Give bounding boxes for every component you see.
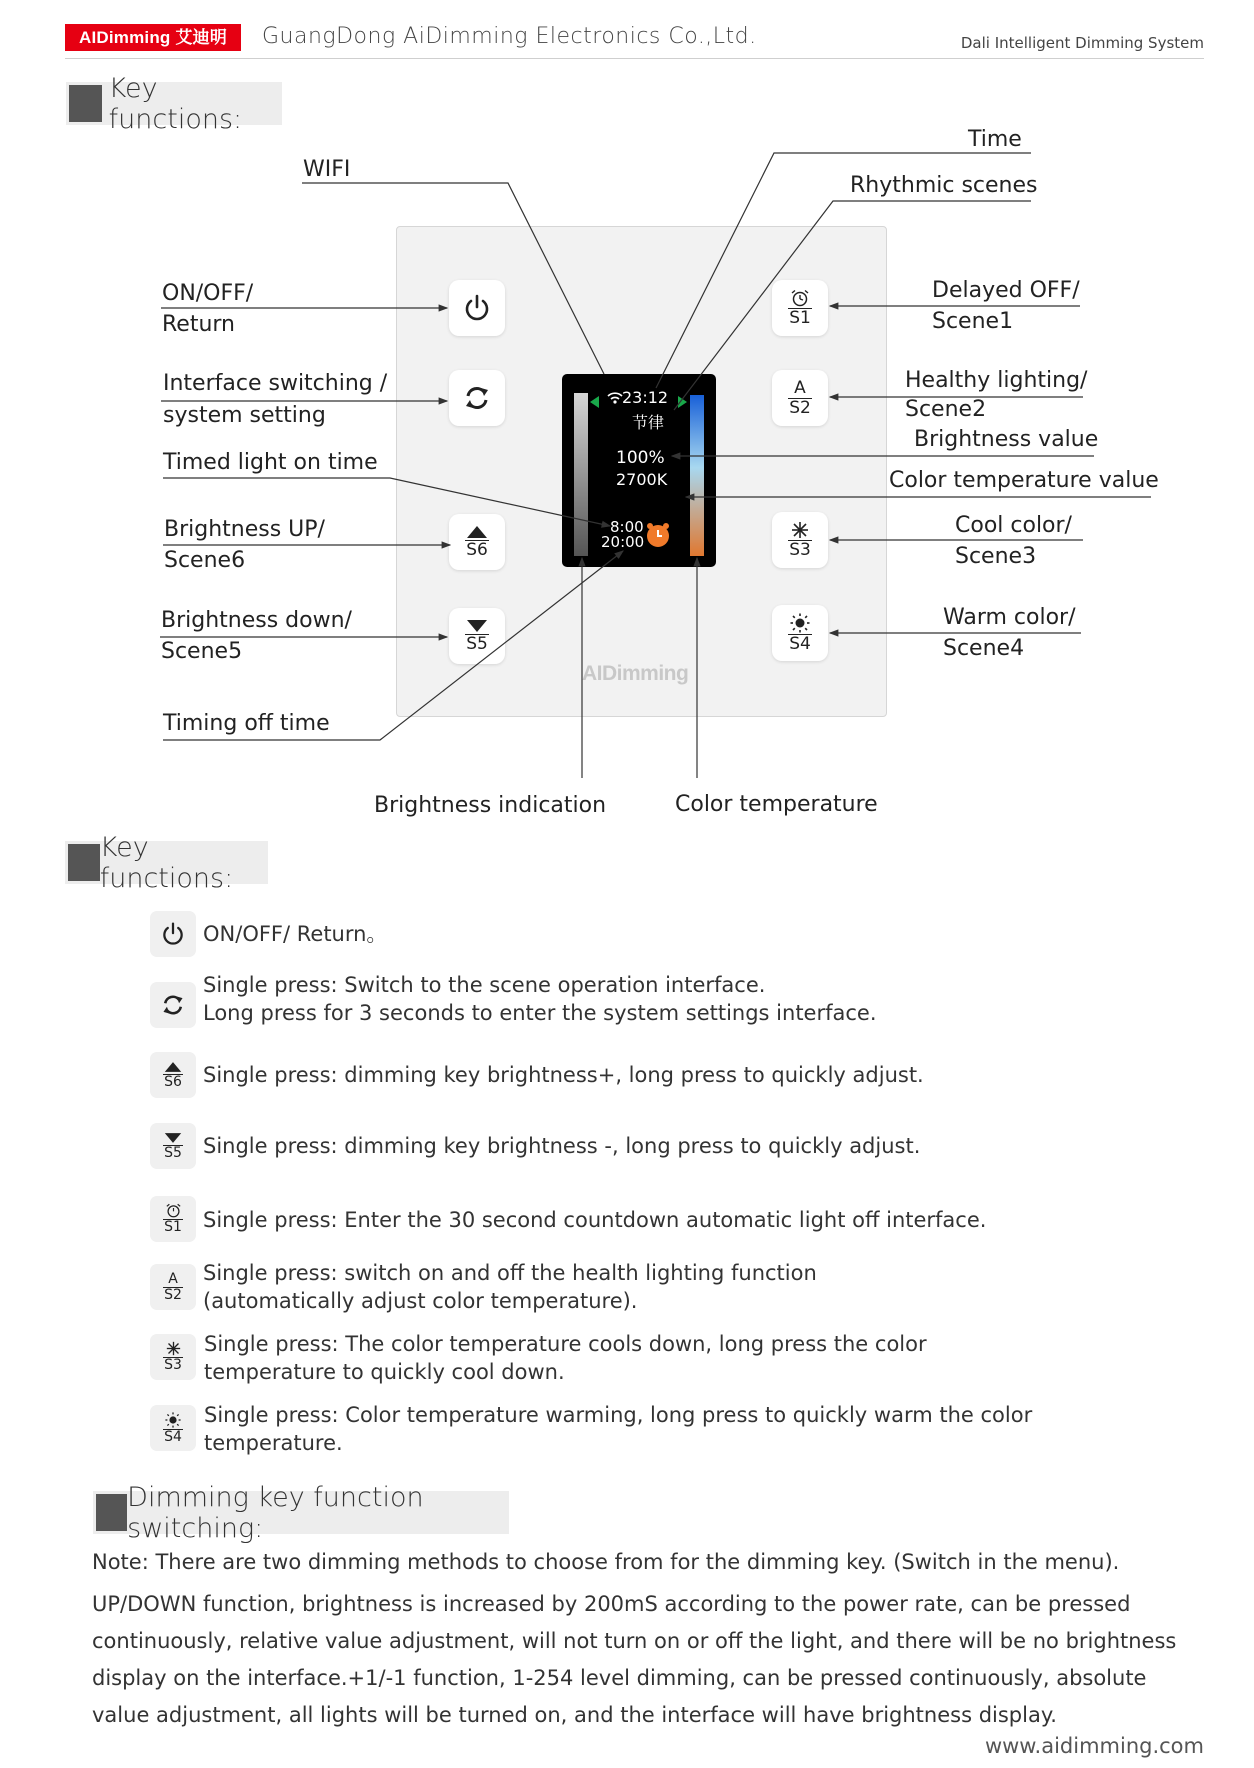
key-label: S3 <box>164 1357 182 1373</box>
section-marker <box>96 1494 127 1531</box>
label-brightness-down-1: Brightness down/ <box>161 608 352 633</box>
right-arrow-icon <box>678 396 687 408</box>
function-desc: Single press: Color temperature warming, long press to quickly warm the color <box>204 1403 1033 1427</box>
section-marker <box>68 844 100 881</box>
interface-switch-key[interactable] <box>449 370 505 426</box>
power-icon <box>462 293 492 323</box>
screen-cct: 2700K <box>616 470 668 489</box>
list-icon-s5 <box>150 1123 196 1169</box>
label-interface-1: Interface switching / <box>163 371 388 396</box>
key-label-s1: S1 <box>789 308 811 328</box>
label-delayed-off-2: Scene1 <box>932 309 1014 334</box>
section-marker <box>69 85 102 122</box>
section-heading-dimming-switching <box>93 1481 509 1544</box>
label-healthy-1: Healthy lighting/ <box>905 368 1088 393</box>
key-label-s6: S6 <box>466 540 488 560</box>
function-desc-line2: temperature. <box>204 1431 343 1455</box>
section-title: Key functions: <box>108 72 243 135</box>
screen-scene: 节律 <box>632 413 665 432</box>
function-desc: ON/OFF/ Return。 <box>203 922 388 946</box>
cool-color-key[interactable] <box>772 512 828 568</box>
refresh-icon <box>462 383 492 413</box>
paragraph-line: continuously, relative value adjustment, will not turn on or off the light, and there will be no brightness <box>92 1629 1177 1653</box>
function-desc-line2: Long press for 3 seconds to enter the system settings interface. <box>203 1001 877 1025</box>
label-delayed-off-1: Delayed OFF/ <box>932 278 1080 303</box>
label-color-temperature: Color temperature <box>675 792 878 817</box>
list-icon-s1 <box>150 1196 196 1242</box>
label-warm-color-1: Warm color/ <box>943 605 1076 630</box>
label-brightness-up-1: Brightness UP/ <box>164 517 325 542</box>
snowflake-icon <box>791 521 809 539</box>
screen-time: 23:12 <box>622 388 669 407</box>
label-rhythmic-scenes: Rhythmic scenes <box>850 173 1038 198</box>
function-desc: Single press: dimming key brightness -, long press to quickly adjust. <box>203 1134 921 1158</box>
label-brightness-up-2: Scene6 <box>164 548 246 573</box>
delayed-off-key[interactable] <box>772 280 828 336</box>
label-brightness-value: Brightness value <box>914 427 1099 452</box>
label-time: Time <box>968 127 1022 152</box>
sun-icon <box>165 1412 181 1428</box>
company-logo: AIDimming 艾迪明 <box>65 24 241 51</box>
section-title: Key functions: <box>99 831 234 894</box>
letter-a-icon: A <box>794 377 806 398</box>
document-subtitle: Dali Intelligent Dimming System <box>960 34 1204 52</box>
function-desc: Single press: The color temperature cools down, long press the color <box>204 1332 927 1356</box>
label-cool-color-2: Scene3 <box>955 544 1037 569</box>
paragraph-line: value adjustment, all lights will be turned on, and the interface will have brightness display. <box>92 1703 1057 1727</box>
label-cct-value: Color temperature value <box>889 468 1159 493</box>
alarm-clock-icon <box>165 1203 182 1218</box>
function-desc: Single press: switch on and off the health lighting function <box>203 1261 817 1285</box>
brightness-indication-bar <box>574 393 588 556</box>
list-icon-s2 <box>150 1264 196 1310</box>
brightness-up-key[interactable] <box>449 514 505 570</box>
screen-off-time: 20:00 <box>601 533 645 551</box>
key-label-s5: S5 <box>466 634 488 654</box>
label-brightness-down-2: Scene5 <box>161 639 243 664</box>
section-heading-key-functions-2 <box>65 831 268 894</box>
label-wifi: WIFI <box>303 157 351 182</box>
label-cool-color-1: Cool color/ <box>955 513 1072 538</box>
healthy-lighting-key[interactable] <box>772 370 828 426</box>
snowflake-icon <box>166 1341 181 1356</box>
list-icon-power <box>150 911 196 957</box>
key-label-s2: S2 <box>789 397 811 418</box>
triangle-down-icon <box>466 619 488 633</box>
paragraph-line: display on the interface.+1/-1 function, 1-254 level dimming, can be pressed continuously, absolute <box>92 1666 1147 1690</box>
key-label: S1 <box>164 1219 182 1235</box>
warm-color-key[interactable] <box>772 605 828 661</box>
label-brightness-indication: Brightness indication <box>374 793 607 818</box>
label-healthy-2: Scene2 <box>905 397 987 422</box>
refresh-icon <box>160 992 186 1018</box>
label-onoff-2: Return <box>162 312 236 337</box>
triangle-up-icon <box>466 525 488 539</box>
list-icon-s4 <box>150 1405 196 1451</box>
function-desc: Single press: Switch to the scene operation interface. <box>203 973 766 997</box>
note-text: Note: There are two dimming methods to choose from for the dimming key. (Switch in the menu). <box>92 1550 1120 1574</box>
power-icon <box>160 921 186 947</box>
alarm-clock-icon <box>646 522 670 548</box>
function-desc-line2: temperature to quickly cool down. <box>204 1360 565 1384</box>
color-temperature-bar <box>690 395 704 556</box>
function-desc-line2: (automatically adjust color temperature). <box>203 1289 638 1313</box>
power-key[interactable] <box>449 280 505 336</box>
alarm-clock-icon <box>790 289 810 307</box>
header-divider <box>65 58 1204 59</box>
paragraph-line: UP/DOWN function, brightness is increased by 200mS according to the power rate, can be pressed <box>92 1592 1131 1616</box>
key-label-s3: S3 <box>789 540 811 560</box>
key-label: S2 <box>164 1286 182 1303</box>
section-heading-key-functions <box>66 72 282 135</box>
company-name: GuangDong AiDimming Electronics Co.,Ltd. <box>262 24 757 49</box>
screen-brightness: 100% <box>616 448 665 468</box>
screen-on-time: 8:00 <box>610 518 644 536</box>
key-label: S6 <box>164 1073 182 1090</box>
letter-a-icon: A <box>168 1270 178 1287</box>
function-desc: Single press: dimming key brightness+, long press to quickly adjust. <box>203 1063 924 1087</box>
list-icon-refresh <box>150 982 196 1028</box>
footer-url[interactable]: www.aidimming.com <box>984 1734 1204 1758</box>
label-warm-color-2: Scene4 <box>943 636 1025 661</box>
brightness-down-key[interactable] <box>449 608 505 664</box>
key-label: S5 <box>164 1144 182 1161</box>
list-icon-s6 <box>150 1052 196 1098</box>
label-interface-2: system setting <box>163 403 326 428</box>
function-desc: Single press: Enter the 30 second countdown automatic light off interface. <box>203 1208 987 1232</box>
sun-icon <box>790 613 810 633</box>
left-arrow-icon <box>590 396 599 408</box>
key-label-s4: S4 <box>789 634 811 654</box>
triangle-up-icon <box>164 1061 182 1073</box>
label-onoff-1: ON/OFF/ <box>162 281 254 306</box>
list-icon-s3 <box>150 1334 196 1380</box>
label-timed-on: Timed light on time <box>163 450 378 475</box>
triangle-down-icon <box>164 1132 182 1144</box>
panel-brand-logo: AIDimming <box>582 662 689 685</box>
key-label: S4 <box>164 1428 182 1445</box>
section-title: Dimming key function switching: <box>127 1481 424 1544</box>
label-timing-off: Timing off time <box>163 711 330 736</box>
